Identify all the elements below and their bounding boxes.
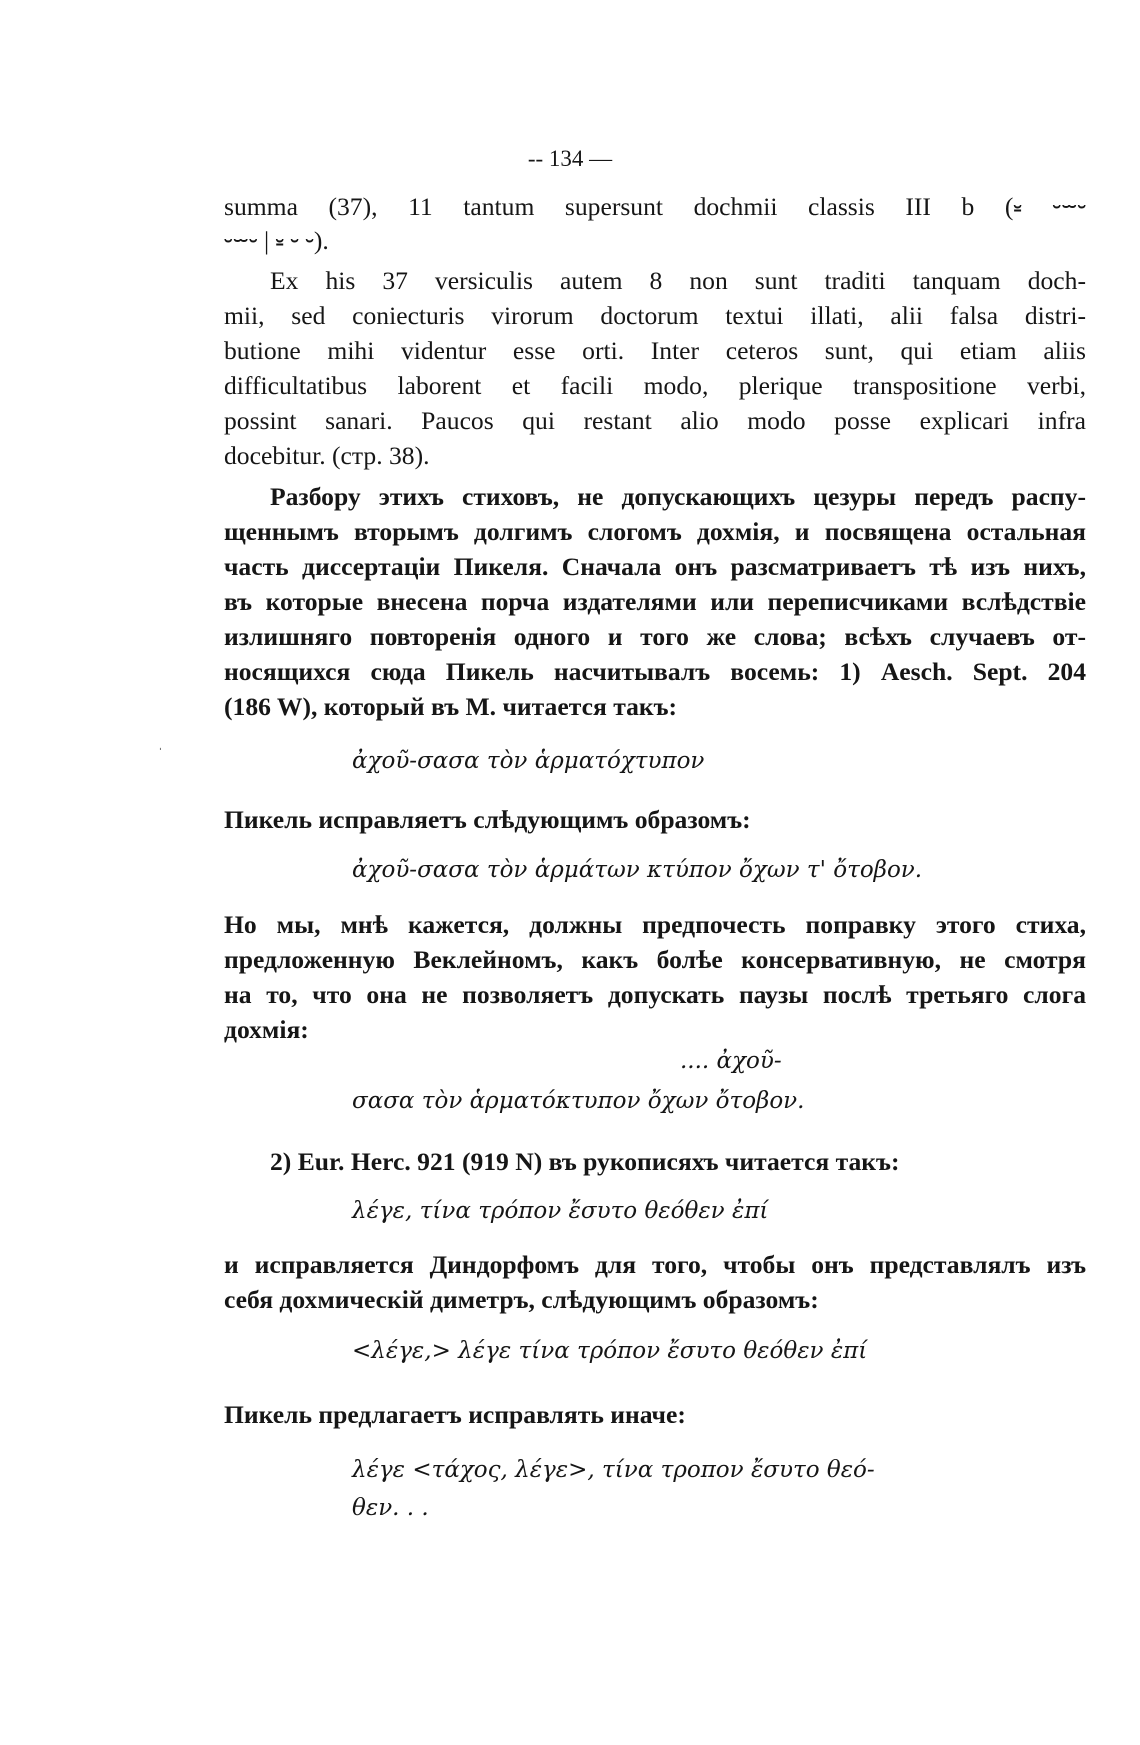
russian-para-line: (186 W), который въ M. читается такъ: (224, 692, 678, 721)
greek-quote-3b: σασα τὸν ἁρματόκτυπον ὄχων ὄτοβον. (352, 1088, 805, 1114)
russian-para-line: въ которые внесена порча издателями или переписчиками вслѣдствіе (224, 587, 1086, 616)
latin-para-line: docebitur. (стр. 38). (224, 441, 430, 470)
russian-para-line: щеннымъ вторымъ долгимъ слогомъ дохмія, и посвящена остальная (224, 517, 1086, 546)
latin-para-line: butione mihi videntur esse orti. Inter ceteros sunt, qui etiam aliis (224, 336, 1086, 365)
russian-para-line: дохмія: (224, 1015, 309, 1044)
pikel-correction-line: Пикель исправляетъ слѣдующимъ образомъ: (224, 805, 751, 834)
greek-quote-3a: .... ἀχοῦ- (680, 1048, 782, 1074)
russian-para-line: носящихся сюда Пикель насчитывалъ восемь: 1) Aesch. Sept. 204 (224, 657, 1086, 686)
latin-para-line: mii, sed coniecturis virorum doctorum textui illati, alii falsa distri- (224, 301, 1086, 330)
latin-line-2: ⏑⏖⏑ | ⏓ ⏑ ⏑). (224, 226, 329, 255)
russian-para-line: предложенную Веклейномъ, какъ болѣе консервативную, не смотря (224, 945, 1086, 974)
russian-para-line: излишняго повторенія одного и того же слова; всѣхъ случаевъ от- (224, 622, 1086, 651)
russian-para-line: себя дохмическій диметръ, слѣдующимъ образомъ: (224, 1285, 819, 1314)
pikel-proposal-line: Пикель предлагаетъ исправлять иначе: (224, 1400, 686, 1429)
greek-quote-6b: θεν. . . (352, 1495, 429, 1521)
latin-para-line: Ex his 37 versiculis autem 8 non sunt traditi tanquam doch- (270, 266, 1086, 295)
greek-quote-4: λέγε, τίνα τρόπον ἔσυτο θεόθεν ἐπί (352, 1198, 769, 1224)
greek-quote-1: ἀχοῦ-σασα τὸν ἁρματόχτυπον (352, 748, 705, 774)
page-number: -- 134 — (527, 146, 613, 171)
russian-para-line: Но мы, мнѣ кажется, должны предпочесть поправку этого стиха, (224, 910, 1086, 939)
latin-para-line: possint sanari. Paucos qui restant alio modo posse explicari infra (224, 406, 1086, 435)
russian-para-line: часть диссертаціи Пикеля. Сначала онъ разсматриваетъ тѣ изъ нихъ, (224, 552, 1086, 581)
margin-mark: ˌ (158, 736, 163, 751)
russian-para-line: Разбору этихъ стиховъ, не допускающихъ цезуры передъ распу- (270, 482, 1086, 511)
greek-quote-2: ἀχοῦ-σασα τὸν ἁρμάτων κτύπον ὄχων τ' ὄτοβον. (352, 857, 923, 883)
eur-herc-line: 2) Eur. Herc. 921 (919 N) въ рукописяхъ читается такъ: (270, 1147, 900, 1176)
russian-para-line: и исправляется Диндорфомъ для того, чтобы онъ представлялъ изъ (224, 1250, 1086, 1279)
russian-para-line: на то, что она не позволяетъ допускать паузы послѣ третьяго слога (224, 980, 1086, 1009)
latin-line-1: summa (37), 11 tantum supersunt dochmii classis III b (⏓ ⏑⏖⏑ (224, 192, 1086, 221)
latin-para-line: difficultatibus laborent et facili modo, plerique transpositione verbi, (224, 371, 1086, 400)
greek-quote-5: <λέγε,> λέγε τίνα τρόπον ἔσυτο θεόθεν ἐπί (352, 1338, 868, 1364)
greek-quote-6a: λέγε <τάχος, λέγε>, τίνα τροπον ἔσυτο θεό- (352, 1457, 875, 1483)
